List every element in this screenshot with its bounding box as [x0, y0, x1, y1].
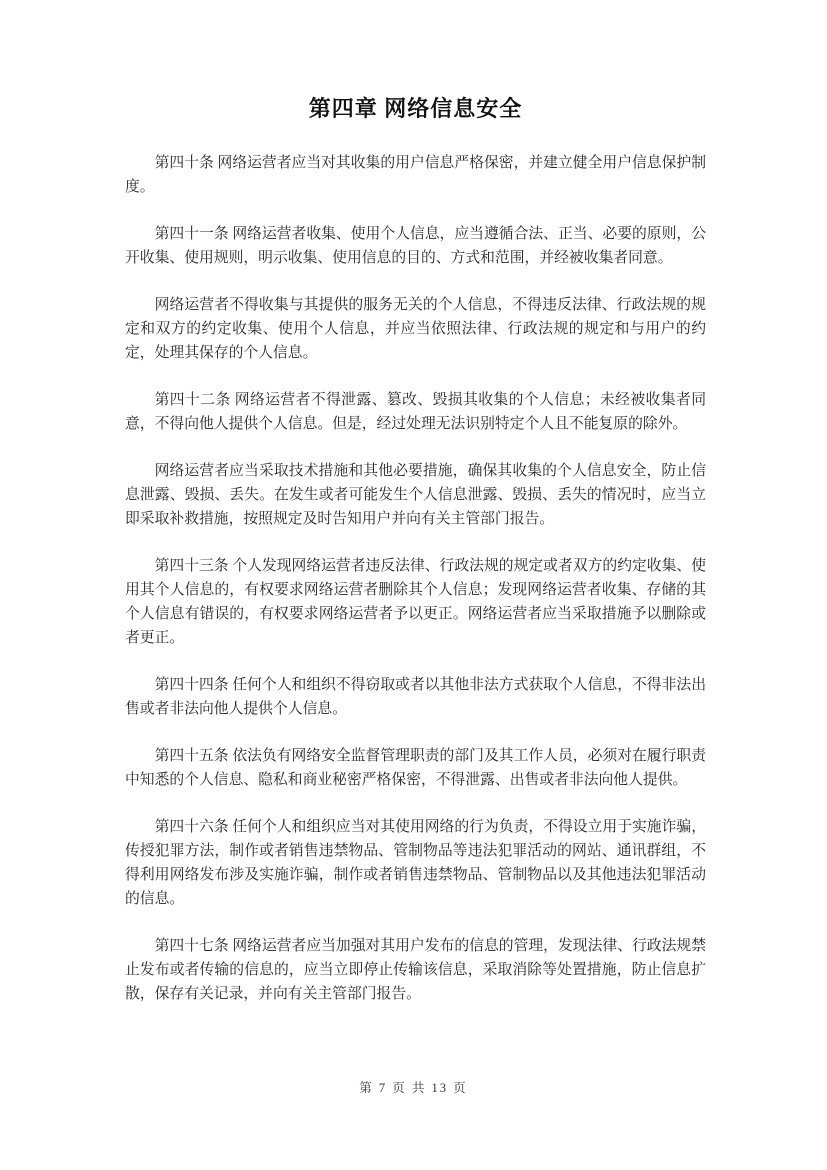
paragraph-article-41: 第四十一条 网络运营者收集、使用个人信息，应当遵循合法、正当、必要的原则，公开收集、使用规则，明示收集、使用信息的目的、方式和范围，并经被收集者同意。: [125, 226, 706, 266]
document-content: [125, 0, 706, 1029]
chapter-title: 第四章 网络信息安全: [308, 96, 523, 121]
paragraph-article-46: 第四十六条 任何个人和组织应当对其使用网络的行为负责，不得设立用于实施诈骗，传授犯罪方法，制作或者销售违禁物品、管制物品等违法犯罪活动的网站、通讯群组，不得利用网络发布涉及实施诈骗，制作或者销售违禁物品、管制物品以及其他违法犯罪活动的信息。: [125, 819, 706, 907]
paragraph-article-47: 第四十七条 网络运营者应当加强对其用户发布的信息的管理，发现法律、行政法规禁止发布或者传输的信息的，应当立即停止传输该信息，采取消除等处置措施，防止信息扩散，保存有关记录，并向有关主管部门报告。: [125, 938, 706, 1002]
document-body: [125, 151, 706, 1006]
page-number: 第 7 页 共 13 页: [359, 1081, 468, 1095]
paragraph-article-40: 第四十条 网络运营者应当对其收集的用户信息严格保密，并建立健全用户信息保护制度。: [125, 155, 706, 195]
paragraph-article-45: 第四十五条 依法负有网络安全监督管理职责的部门及其工作人员，必须对在履行职责中知悉的个人信息、隐私和商业秘密严格保密，不得泄露、出售或者非法向他人提供。: [125, 748, 706, 788]
paragraph-article-41-continued: 网络运营者不得收集与其提供的服务无关的个人信息，不得违反法律、行政法规的规定和双方的约定收集、使用个人信息，并应当依照法律、行政法规的规定和与用户的约定，处理其保存的个人信息。: [125, 297, 706, 361]
paragraph-article-42-continued: 网络运营者应当采取技术措施和其他必要措施，确保其收集的个人信息安全，防止信息泄露、毁损、丢失。在发生或者可能发生个人信息泄露、毁损、丢失的情况时，应当立即采取补救措施，按照规定及时告知用户并向有关主管部门报告。: [125, 463, 706, 527]
paragraph-article-42: 第四十二条 网络运营者不得泄露、篡改、毁损其收集的个人信息；未经被收集者同意，不得向他人提供个人信息。但是，经过处理无法识别特定个人且不能复原的除外。: [125, 392, 706, 432]
paragraph-article-43: 第四十三条 个人发现网络运营者违反法律、行政法规的规定或者双方的约定收集、使用其个人信息的，有权要求网络运营者删除其个人信息；发现网络运营者收集、存储的其个人信息有错误的，有权要求网络运营者予以更正。网络运营者应当采取措施予以删除或者更正。: [125, 558, 706, 646]
paragraph-article-44: 第四十四条 任何个人和组织不得窃取或者以其他非法方式获取个人信息，不得非法出售或者非法向他人提供个人信息。: [125, 677, 706, 717]
